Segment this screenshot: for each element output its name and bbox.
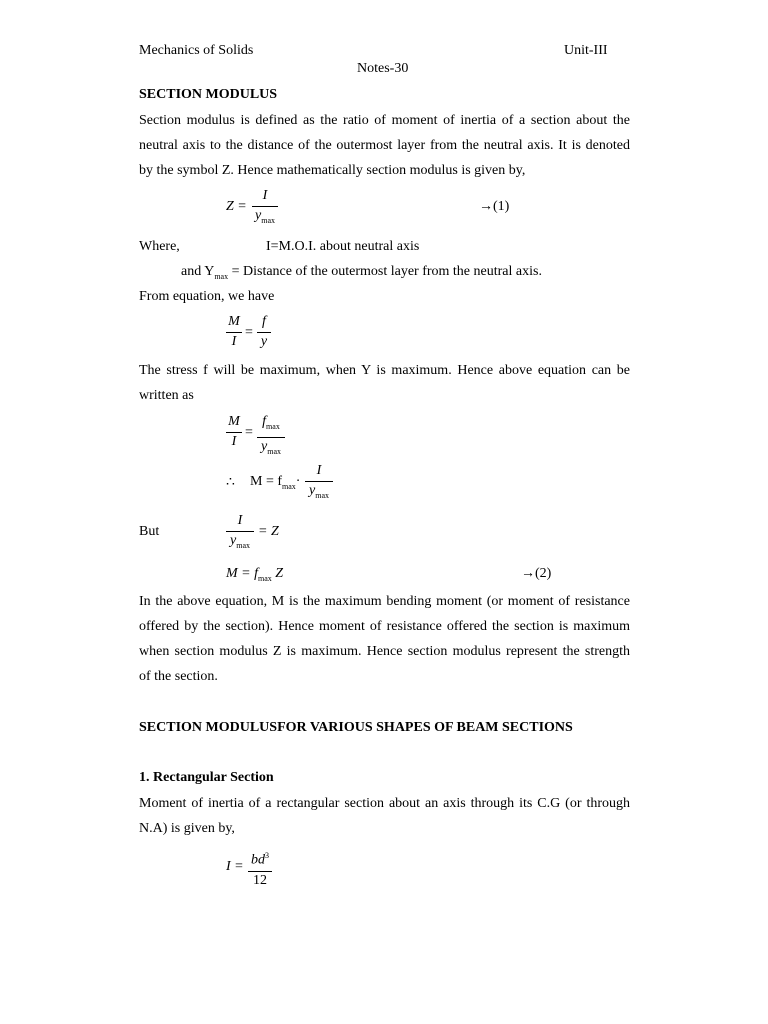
eq-mi-right — [257, 314, 271, 350]
para-line-3: when section modulus Z is maximum. Hence section modulus represent the strength — [139, 644, 630, 659]
rect-eq-lhs: I = — [226, 859, 244, 874]
intro-line-1: Section modulus is defined as the ratio of moment of inertia of a section about the — [139, 113, 630, 128]
therefore-lhs — [250, 474, 300, 491]
eq-mf-right — [257, 414, 285, 460]
eq-mi-num-l: M — [228, 314, 240, 329]
intro-line-2: neutral axis to the distance of the outermost layer from the neutral axis. It is denoted — [139, 138, 630, 153]
and-sub: max — [214, 271, 229, 281]
eq2-ref: →(2) — [521, 566, 552, 581]
but-label: But — [139, 524, 160, 539]
rect-eq-sup: 3 — [265, 851, 269, 860]
and-prefix: and Y — [181, 264, 215, 279]
therefore-den: y — [309, 483, 316, 498]
eq1-den: y — [255, 208, 262, 223]
eq1-lhs: Z = — [226, 199, 247, 214]
rect-line-1: Moment of inertia of a rectangular section about an axis through its C.G (or through — [139, 796, 630, 811]
where-i: I=M.O.I. about neutral axis — [266, 239, 420, 254]
therefore-num: I — [316, 463, 322, 478]
stress-line-2: written as — [139, 388, 194, 403]
eq-mi-num-r: f — [262, 314, 266, 329]
eq1-num: I — [262, 188, 268, 203]
and-ymax-line — [181, 264, 542, 281]
but-den: y — [230, 533, 237, 548]
para-line-4: of the section. — [139, 669, 218, 684]
therefore-text: M = f — [250, 474, 283, 489]
rect-line-2: N.A) is given by, — [139, 821, 235, 836]
rect-eq-fraction — [248, 848, 272, 889]
therefore-dot: · — [295, 474, 301, 489]
eq-mf-left — [226, 414, 242, 450]
rect-section-title: 1. Rectangular Section — [139, 770, 274, 785]
from-equation: From equation, we have — [139, 289, 275, 304]
intro-line-3: by the symbol Z. Hence mathematically section modulus is given by, — [139, 163, 526, 178]
para-line-2: offered by the section). Hence moment of resistance offered the section is maximum — [139, 619, 630, 634]
eq1-fraction — [252, 188, 278, 229]
where-label: Where, — [139, 239, 180, 254]
eq-mf-num-r-sub: max — [266, 421, 280, 431]
header-notes: Notes-30 — [357, 61, 409, 76]
eq-mi-den-l: I — [231, 334, 237, 349]
eq-mf-equals: = — [245, 425, 253, 440]
section-title: SECTION MODULUS — [139, 87, 278, 102]
rect-eq-den: 12 — [253, 872, 267, 888]
but-fraction — [226, 513, 254, 554]
section2-title: SECTION MODULUSFOR VARIOUS SHAPES OF BEAM SECTIONS — [139, 720, 573, 735]
eq2-lhs: M = f — [226, 566, 258, 581]
rect-eq-num: bd — [251, 852, 265, 868]
eq-mf-den-r: y — [261, 438, 268, 454]
eq-mf-den-l: I — [231, 434, 237, 449]
eq2-sub: max — [258, 573, 272, 583]
therefore-fraction — [305, 463, 333, 504]
eq-mf-num-r: f — [262, 414, 267, 429]
eq-mf-den-r-sub: max — [267, 446, 281, 456]
but-rhs: = Z — [258, 524, 279, 539]
stress-line-1: The stress f will be maximum, when Y is maximum. Hence above equation can be — [139, 363, 630, 378]
but-den-sub: max — [236, 540, 250, 550]
eq1-ref: →(1) — [479, 199, 510, 214]
eq-mf-num-l: M — [228, 414, 240, 429]
header-subject: Mechanics of Solids — [139, 43, 254, 58]
eq-mi-equals: = — [245, 325, 253, 340]
and-rest: = Distance of the outermost layer from the neutral axis. — [228, 264, 542, 279]
eq-mi-den-r: y — [260, 334, 268, 349]
eq1-den-sub: max — [261, 215, 275, 225]
eq-mi-left — [226, 314, 242, 350]
therefore-sub: max — [282, 481, 296, 491]
but-num: I — [237, 513, 243, 528]
eq2-expression — [226, 566, 283, 583]
header-unit: Unit-III — [564, 43, 608, 58]
therefore-symbol: ∴ — [226, 475, 235, 490]
eq2-rhs: Z — [271, 566, 284, 581]
para-line-1: In the above equation, M is the maximum bending moment (or moment of resistance — [139, 594, 630, 609]
therefore-den-sub: max — [315, 490, 329, 500]
